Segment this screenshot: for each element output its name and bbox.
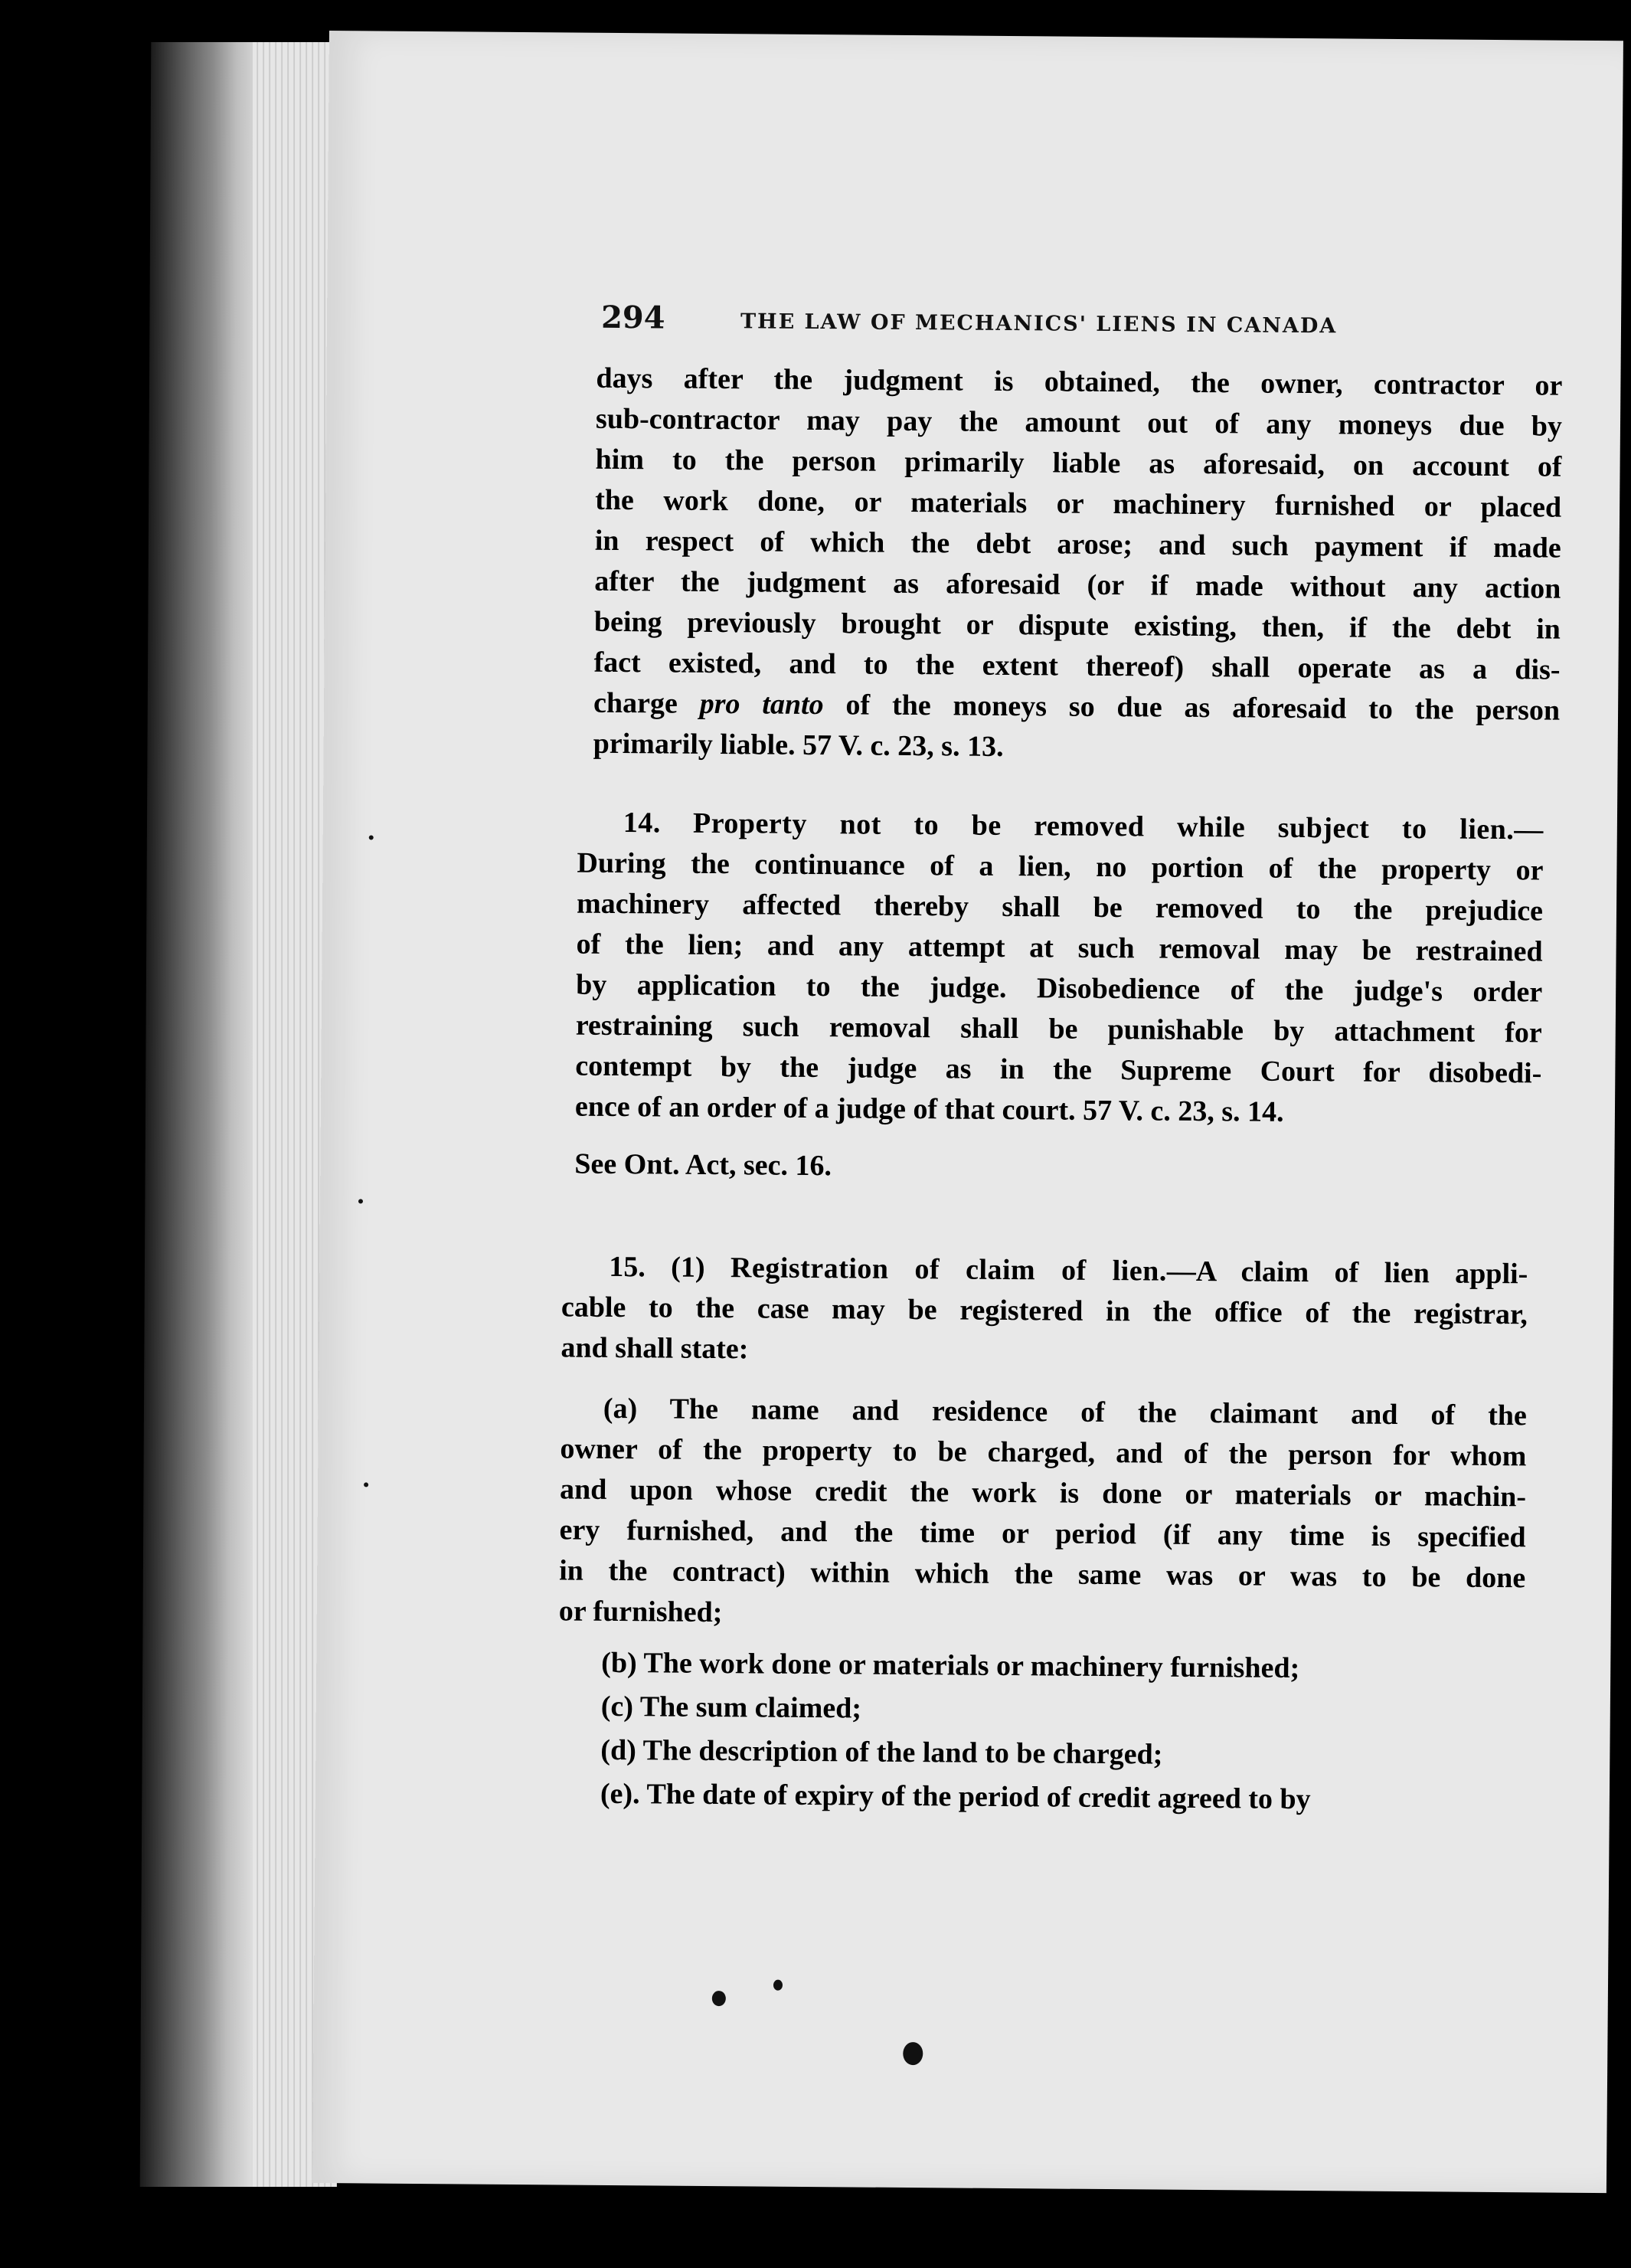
- item-e: (e). The date of expiry of the period of credit agreed to by: [600, 1777, 1311, 1816]
- book-page: [312, 31, 1623, 2193]
- item-d: (d) The description of the land to be charged;: [600, 1733, 1163, 1771]
- text-line: [593, 683, 1560, 731]
- scan-speck: [712, 1991, 726, 2006]
- text-line: restraining such removal shall be punishable by attachment for: [575, 1009, 1542, 1049]
- section-heading-line: [561, 1246, 1528, 1294]
- text-line: ence of an order of a judge of that court. 57 V. c. 23, s. 14.: [574, 1090, 1284, 1128]
- item-c: (c) The sum claimed;: [600, 1690, 862, 1725]
- text-line: him to the person primarily liable as aforesaid, on account of: [595, 443, 1562, 483]
- text-line: by application to the judge. Disobedience of the judge's order: [576, 968, 1543, 1009]
- text-line: after the judgment as aforesaid (or if made without any action: [594, 565, 1561, 605]
- scan-speck: [364, 1482, 368, 1487]
- item-b: (b) The work done or materials or machinery furnished;: [601, 1646, 1300, 1685]
- cross-reference: See Ont. Act, sec. 16.: [574, 1147, 832, 1183]
- text-line: fact existed, and to the extent thereof) shall operate as a dis-: [593, 646, 1561, 686]
- text-line: (a) The name and residence of the claimant and of the: [603, 1392, 1528, 1432]
- section-number: 14.: [623, 807, 662, 839]
- italic-latin-phrase: pro tanto: [699, 687, 824, 722]
- text-line: and shall state:: [561, 1331, 749, 1366]
- text-line: ery furnished, and the time or period (if any time is specified: [559, 1514, 1526, 1554]
- text-line: During the continuance of a lien, no portion of the property or: [577, 846, 1544, 887]
- section-heading-line: [577, 803, 1544, 851]
- text-line: the work done, or materials or machinery furnished or placed: [595, 483, 1562, 524]
- scan-speck: [903, 2042, 923, 2065]
- text-fragment: charge: [593, 686, 700, 720]
- section-heading: Registration of claim of lien.: [730, 1252, 1167, 1288]
- text-line: contempt by the judge as in the Supreme Court for disobedi-: [575, 1049, 1542, 1090]
- text-line: days after the judgment is obtained, the owner, contractor or: [596, 362, 1563, 402]
- text-line: and upon whose credit the work is done or materials or machin-: [559, 1473, 1527, 1514]
- scan-speck: [358, 1199, 363, 1203]
- item-a: [559, 1388, 1527, 1639]
- section-14: [574, 803, 1544, 1193]
- section-heading: Property not to be removed while subject to lien.—: [692, 807, 1544, 846]
- running-title: THE LAW OF MECHANICS' LIENS IN CANADA: [740, 309, 1338, 339]
- text-line: owner of the property to be charged, and of the person for whom: [560, 1432, 1527, 1473]
- scan-speck: [369, 835, 374, 839]
- text-line: being previously brought or dispute existing, then, if the debt in: [593, 605, 1561, 646]
- text-line: or furnished;: [558, 1595, 723, 1629]
- text-line: in the contract) within which the same was or was to be done: [559, 1554, 1526, 1595]
- text-fragment: of the moneys so due as aforesaid to the person: [823, 689, 1561, 727]
- section-number: 15. (1): [609, 1250, 705, 1284]
- text-line: primarily liable. 57 V. c. 23, s. 13.: [593, 727, 1004, 763]
- text-line: in respect of which the debt arose; and such payment if made: [594, 524, 1561, 565]
- text-fragment: —A claim of lien appli-: [1166, 1255, 1528, 1291]
- page-number: 294: [600, 299, 665, 336]
- section-13-continuation: [593, 358, 1562, 772]
- text-line: of the lien; and any attempt at such removal may be restrained: [576, 928, 1543, 968]
- text-line: machinery affected thereby shall be removed to the prejudice: [576, 887, 1544, 928]
- text-line: cable to the case may be registered in the office of the registrar,: [561, 1291, 1528, 1331]
- scan-speck: [773, 1980, 783, 1991]
- section-15: [557, 1246, 1528, 1821]
- text-line: sub-contractor may pay the amount out of any moneys due by: [595, 402, 1563, 443]
- page-header: [601, 299, 1566, 353]
